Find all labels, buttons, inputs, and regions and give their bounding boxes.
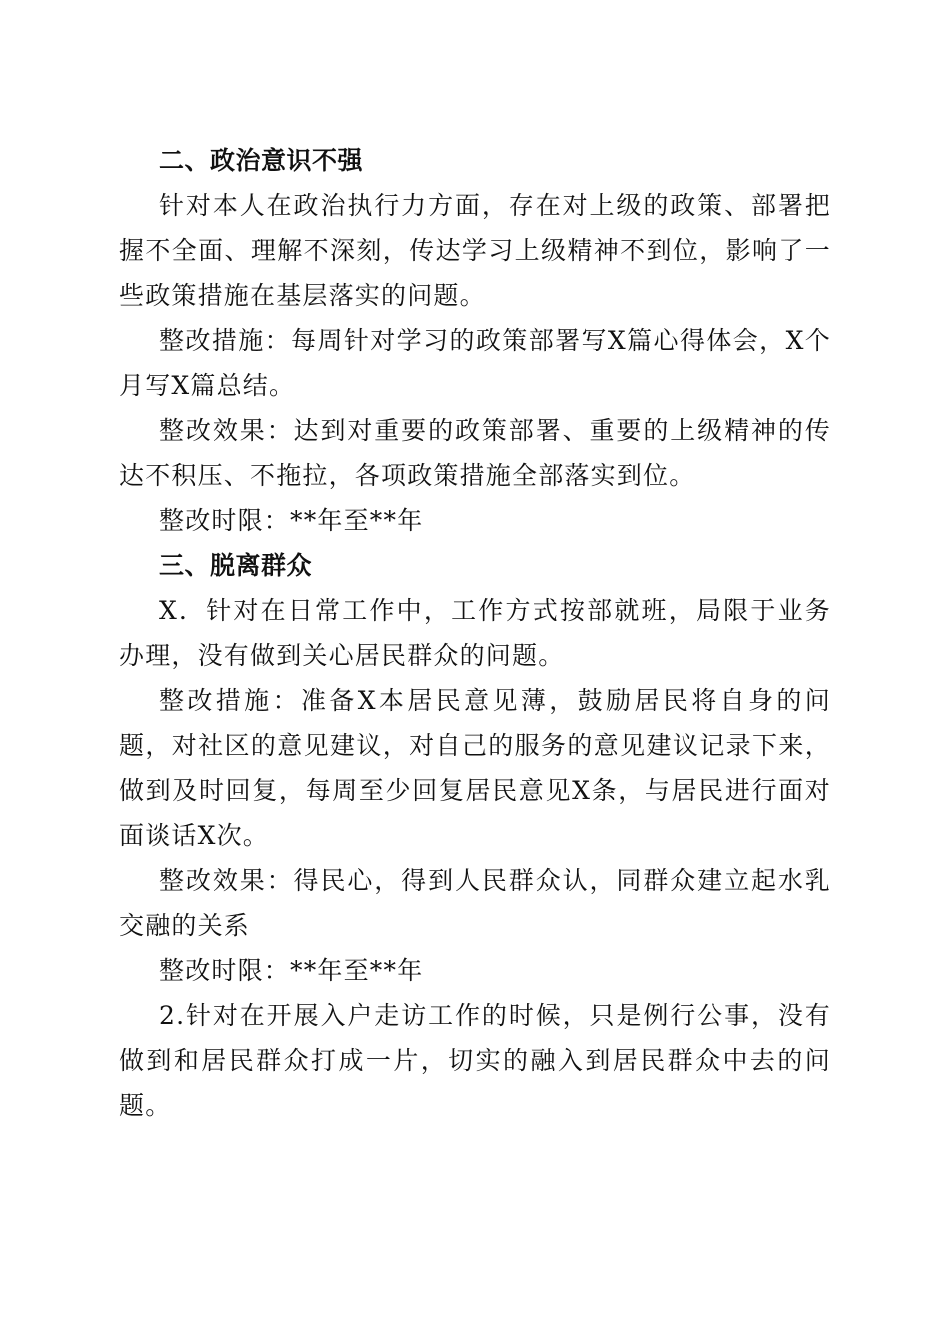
deadline-paragraph: 整改时限：**年至**年 [159, 506, 424, 535]
section-heading-political-awareness: 二、政治意识不强 [159, 146, 364, 175]
effect-paragraph: 整改效果：达到对重要的政策部署、重要的上级精神的传达不积压、不拖拉，各项政策措施全部落实到位。 [119, 416, 831, 490]
problem-paragraph: 2.针对在开展入户走访工作的时候，只是例行公事，没有做到和居民群众打成一片，切实的融入到居民群众中去的问题。 [119, 1001, 831, 1120]
deadline-paragraph: 整改时限：**年至**年 [159, 956, 424, 985]
measures-paragraph: 整改措施：每周针对学习的政策部署写X篇心得体会，X个月写X篇总结。 [119, 326, 831, 400]
section-heading-detached-from-masses: 三、脱离群众 [159, 551, 313, 580]
problem-paragraph: X．针对在日常工作中，工作方式按部就班，局限于业务办理，没有做到关心居民群众的问题。 [119, 596, 831, 670]
problem-paragraph: 针对本人在政治执行力方面，存在对上级的政策、部署把握不全面、理解不深刻，传达学习上级精神不到位，影响了一些政策措施在基层落实的问题。 [119, 191, 831, 310]
measures-paragraph: 整改措施：准备X本居民意见薄，鼓励居民将自身的问题，对社区的意见建议，对自己的服务的意见建议记录下来，做到及时回复，每周至少回复居民意见X条，与居民进行面对面谈话X次。 [119, 686, 831, 850]
effect-paragraph: 整改效果：得民心，得到人民群众认，同群众建立起水乳交融的关系 [119, 866, 831, 940]
document-body [119, 138, 831, 1128]
